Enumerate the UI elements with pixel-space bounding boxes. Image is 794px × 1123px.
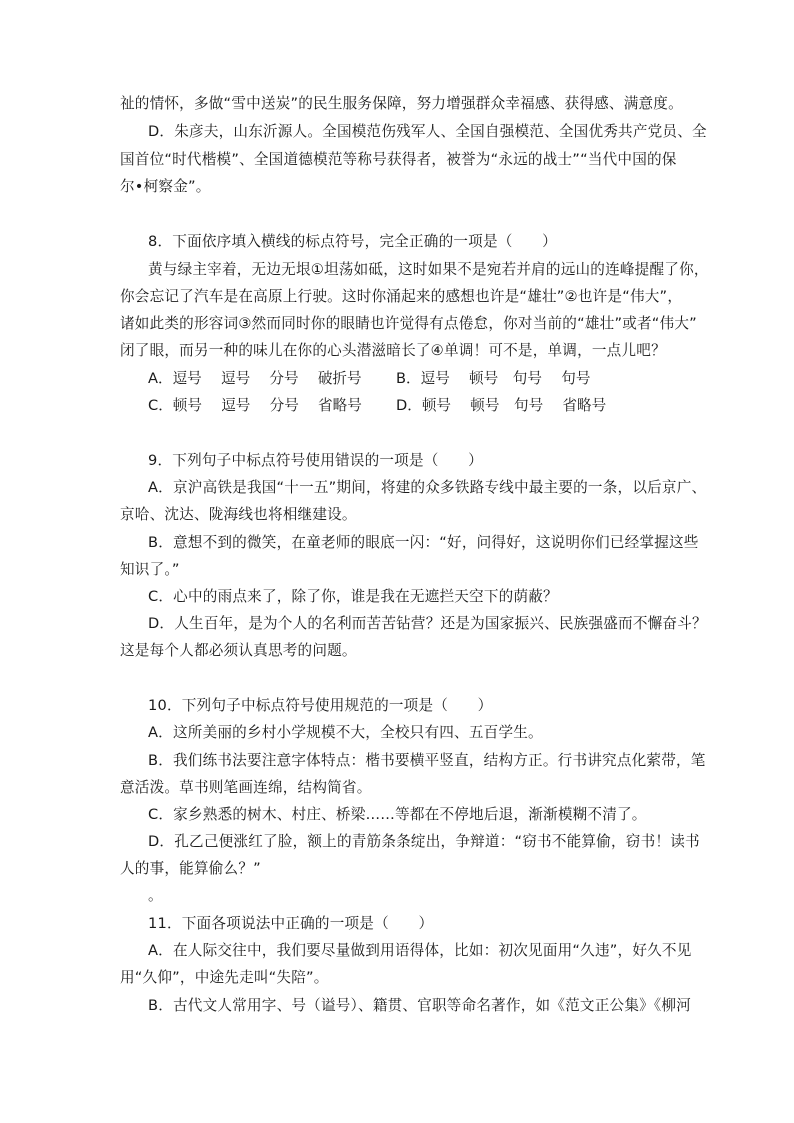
q9-option-d: D．人生百年，是为个人的名利而苦苦钻营？还是为国家振兴、民族强盛而不懈奋斗？ xyxy=(148,615,707,632)
text-line: 祉的情怀，多做“雪中送炭”的民生服务保障，努力增强群众幸福感、获得感、满意度。 xyxy=(120,95,683,112)
question-10: 10．下列句子中标点符号使用规范的一项是（ ） xyxy=(148,697,493,714)
q9-option-a: A．京沪高铁是我国“十一五”期间，将建的众多铁路专线中最主要的一条，以后京广、 xyxy=(148,479,707,496)
passage-line: 闭了眼，而另一种的味儿在你的心头潜滋暗长了④单调！可不是，单调，一点儿吧？ xyxy=(120,342,666,359)
question-11: 11．下面各项说法中正确的一项是（ ） xyxy=(148,915,434,932)
passage-line: 你会忘记了汽车是在高原上行驶。这时你涌起来的感想也许是“雄壮”②也许是“伟大”， xyxy=(120,288,683,305)
q8-option-a: A．逗号 逗号 分号 破折号 xyxy=(148,370,362,387)
question-9: 9．下列句子中标点符号使用错误的一项是（ ） xyxy=(148,452,483,469)
text-line: 京哈、沈达、陇海线也将相继建设。 xyxy=(120,506,357,523)
text-line: 意活泼。草书则笔画连绵，结构简省。 xyxy=(120,779,372,796)
q9-option-b: B．意想不到的微笑，在童老师的眼底一闪：“好，问得好，这说明你们已经掌握这些 xyxy=(148,534,699,551)
passage-line: 诸如此类的形容词③然而同时你的眼睛也许觉得有点倦怠，你对当前的“雄壮”或者“伟大” xyxy=(120,315,697,332)
text-line: 这是每个人都必须认真思考的问题。 xyxy=(120,642,357,659)
q10-option-a: A．这所美丽的乡村小学规模不大，全校只有四、五百学生。 xyxy=(148,724,543,741)
text-line: 尔•柯察金”。 xyxy=(120,178,211,195)
option-d-line: D．朱彦夫，山东沂源人。全国模范伤残军人、全国自强模范、全国优秀共产党员、全 xyxy=(148,123,707,140)
text-line: 人的事，能算偷么？” xyxy=(120,860,261,877)
q8-option-b: B．逗号 顿号 句号 句号 xyxy=(396,370,591,387)
stray-period: 。 xyxy=(148,887,163,904)
text-line: 国首位“时代楷模”、全国道德模范等称号获得者，被誉为“永远的战士”“当代中国的保 xyxy=(120,151,677,168)
question-8: 8．下面依序填入横线的标点符号，完全正确的一项是（ ） xyxy=(148,233,557,250)
q8-option-d: D．顿号 顿号 句号 省略号 xyxy=(396,397,607,414)
text-line: 知识了。” xyxy=(120,561,180,578)
passage-line: 黄与绿主宰着，无边无垠①坦荡如砥，这时如果不是宛若并肩的远山的连峰提醒了你， xyxy=(148,261,709,278)
text-line: 用“久仰”，中途先走叫“失陪”。 xyxy=(120,969,329,986)
q10-option-d: D．孔乙己便涨红了脸，额上的青筋条条绽出，争辩道：“窃书不能算偷，窃书！读书 xyxy=(148,833,700,850)
q10-option-b: B．我们练书法要注意字体特点：楷书要横平竖直，结构方正。行书讲究点化萦带，笔 xyxy=(148,752,706,769)
q11-option-a: A．在人际交往中，我们要尽量做到用语得体，比如：初次见面用“久违”，好久不见 xyxy=(148,942,692,959)
q10-option-c: C．家乡熟悉的树木、村庄、桥梁……等都在不停地后退，渐渐模糊不清了。 xyxy=(148,806,647,823)
q8-option-c: C．顿号 逗号 分号 省略号 xyxy=(148,397,362,414)
q11-option-b: B．古代文人常用字、号（谥号）、籍贯、官职等命名著作，如《范文正公集》《柳河 xyxy=(148,997,691,1014)
q9-option-c: C．心中的雨点来了，除了你，谁是我在无遮拦天空下的荫蔽？ xyxy=(148,588,558,605)
